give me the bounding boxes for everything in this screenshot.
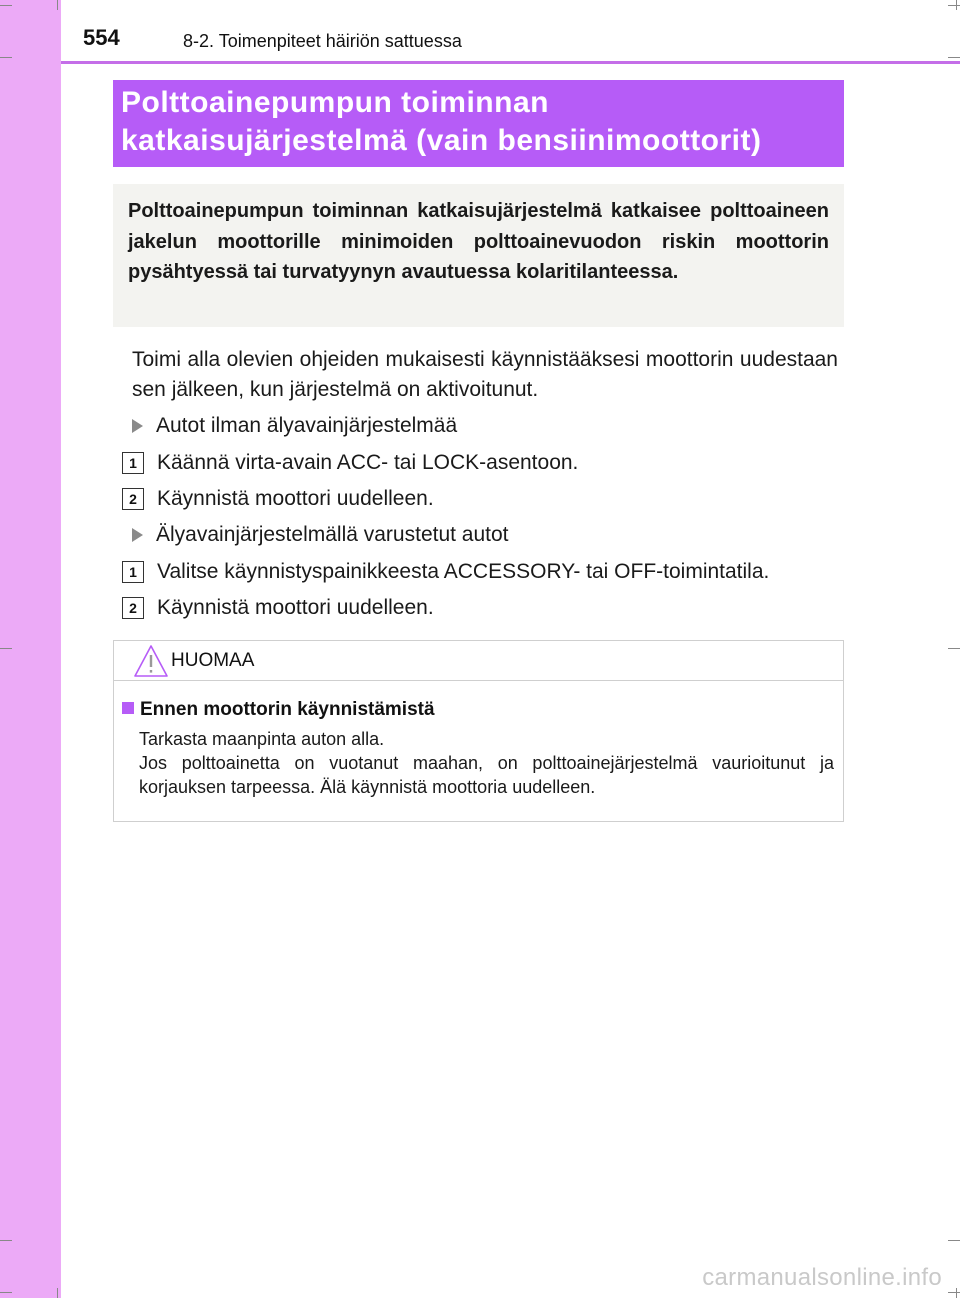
step-text: Käynnistä moottori uudelleen. <box>157 596 434 619</box>
crop-mark <box>57 0 58 10</box>
crop-mark <box>948 1292 960 1293</box>
page-number: 554 <box>83 25 120 50</box>
header-rule <box>61 61 960 64</box>
notice-line-2: Jos polttoainetta on vuotanut maahan, on polttoainejärjestelmä vaurioitunut ja korjauksen tarpeessa. Älä käynnistä moottoria uudelleen. <box>139 753 834 797</box>
crop-mark <box>57 1288 58 1298</box>
side-band <box>0 0 61 1298</box>
notice-box <box>113 640 844 822</box>
crop-mark <box>948 5 960 6</box>
group-heading <box>132 521 509 549</box>
crop-mark <box>0 648 12 649</box>
crop-mark <box>0 1292 12 1293</box>
crop-mark <box>956 0 957 10</box>
triangle-bullet-icon <box>132 419 143 433</box>
section-path: 8-2. Toimenpiteet häiriön sattuessa <box>183 31 462 51</box>
crop-mark <box>0 1240 12 1241</box>
crop-mark <box>948 648 960 649</box>
notice-body <box>122 697 834 799</box>
notice-header <box>114 641 843 681</box>
notice-text <box>139 727 834 799</box>
crop-mark <box>0 5 12 6</box>
notice-subheading <box>122 697 834 723</box>
title-box <box>113 80 844 167</box>
step-text: Käännä virta-avain ACC- tai LOCK-asentoon. <box>157 451 579 474</box>
group-heading <box>132 412 457 440</box>
triangle-bullet-icon <box>132 528 143 542</box>
body-paragraph: Toimi alla olevien ohjeiden mukaisesti käynnistääksesi moottorin uudestaan sen jälkeen, kun järjestelmä on aktivoitunut. <box>132 348 838 401</box>
notice-subheading-text: Ennen moottorin käynnistämistä <box>140 699 435 720</box>
group-heading-text: Autot ilman älyavainjärjestelmää <box>156 414 458 437</box>
step-text: Valitse käynnistyspainikkeesta ACCESSORY- tai OFF-toimintatila. <box>157 560 770 583</box>
step-text: Käynnistä moottori uudelleen. <box>157 487 434 510</box>
crop-mark <box>0 57 12 58</box>
step-number-badge: 1 <box>122 561 144 583</box>
crop-mark <box>948 57 960 58</box>
page-title-line-2: katkaisujärjestelmä (vain bensiinimoottorit) <box>121 124 762 157</box>
page-title-line-1: Polttoainepumpun toiminnan <box>121 86 549 119</box>
intro-box <box>113 184 844 327</box>
square-bullet-icon <box>122 702 134 714</box>
step-number-badge: 2 <box>122 597 144 619</box>
step-number-badge: 1 <box>122 452 144 474</box>
notice-label: HUOMAA <box>171 650 255 671</box>
step-number-badge: 2 <box>122 488 144 510</box>
crop-mark <box>948 1240 960 1241</box>
warning-triangle-icon <box>133 644 169 678</box>
watermark: carmanualsonline.info <box>702 1264 942 1291</box>
group-heading-text: Älyavainjärjestelmällä varustetut autot <box>156 523 509 546</box>
notice-line-1: Tarkasta maanpinta auton alla. <box>139 729 385 749</box>
intro-text: Polttoainepumpun toiminnan katkaisujärjestelmä katkaisee polttoaineen jakelun moottorille minimoiden polttoainevuodon riskin moottorin pysähtyessä tai turvatyynyn avautuessa kolaritilanteessa. <box>128 200 829 283</box>
crop-mark <box>956 1288 957 1298</box>
